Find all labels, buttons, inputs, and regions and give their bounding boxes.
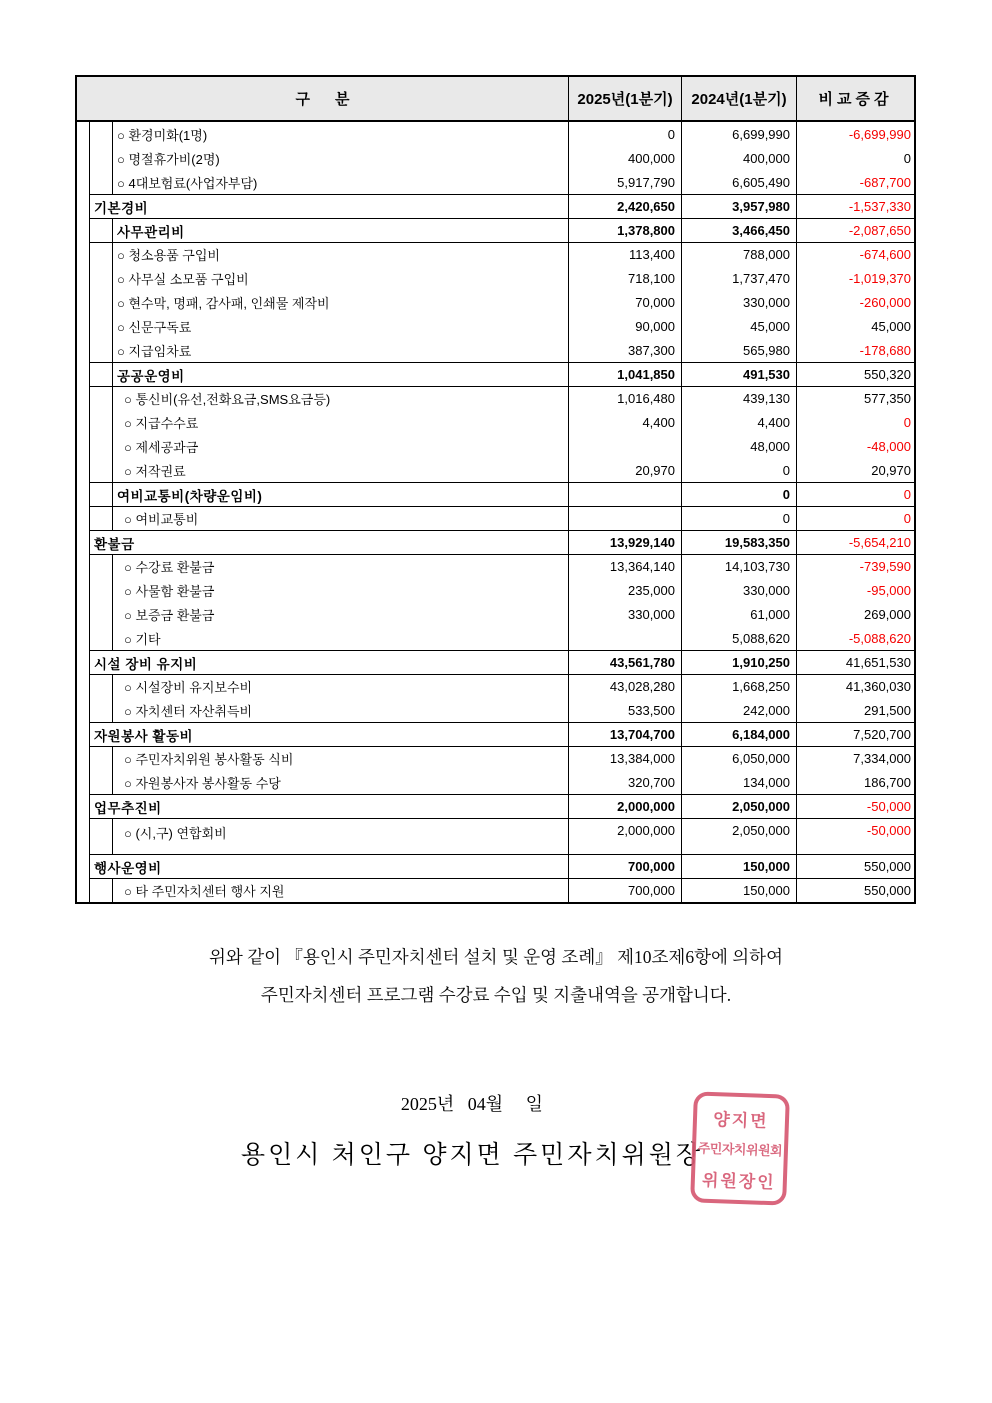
stamp-line-2: 주민자치위원회 [697, 1140, 783, 1159]
row-cells [90, 794, 914, 818]
row-indent-cell [90, 747, 113, 770]
value-2025-cell: 1,016,480 [568, 387, 681, 410]
diff-cell: -178,680 [796, 338, 914, 362]
row-left-strip [77, 578, 90, 602]
value-2024-cell: 45,000 [681, 314, 796, 338]
row-left-strip [77, 626, 90, 650]
row-left-strip [77, 506, 90, 530]
category-cell: ○ 자치센터 자산취득비 [124, 703, 253, 719]
value-2024-cell: 330,000 [681, 290, 796, 314]
table-row [77, 458, 914, 482]
diff-cell: -2,087,650 [796, 219, 914, 242]
table-row [77, 242, 914, 266]
header-category: 구 분 [295, 91, 350, 108]
row-left-strip [77, 242, 90, 266]
category-cell: ○ 지급수수료 [124, 415, 199, 431]
row-cells [90, 554, 914, 578]
value-2024-cell: 5,088,620 [681, 626, 796, 650]
category-cell: ○ 제세공과금 [124, 439, 199, 455]
category-cell: ○ 환경미화(1명) [117, 127, 208, 143]
diff-cell: -95,000 [796, 578, 914, 602]
row-left-strip [77, 722, 90, 746]
diff-cell: -48,000 [796, 434, 914, 458]
diff-cell: -739,590 [796, 555, 914, 578]
row-left-strip [77, 818, 90, 854]
category-cell: ○ 신문구독료 [117, 319, 192, 335]
expenditure-table [75, 75, 916, 904]
row-left-strip [77, 674, 90, 698]
category-cell: ○ 시설장비 유지보수비 [124, 680, 253, 695]
value-2024-cell: 2,050,000 [681, 795, 796, 818]
stamp-line-3: 위원장인 [701, 1170, 777, 1192]
row-left-strip [77, 770, 90, 794]
table-row [77, 386, 914, 410]
value-2025-cell: 2,000,000 [568, 819, 681, 854]
table-row [77, 194, 914, 218]
category-cell: 시설 장비 유지비 [94, 656, 198, 672]
row-left-strip [77, 878, 90, 902]
table-row [77, 362, 914, 386]
table-row [77, 314, 914, 338]
value-2024-cell: 6,699,990 [681, 122, 796, 146]
value-2025-cell: 1,378,800 [568, 219, 681, 242]
row-indent-cell [90, 387, 113, 410]
table-body [77, 122, 914, 902]
value-2025-cell: 0 [568, 122, 681, 146]
diff-cell: 550,000 [796, 855, 914, 878]
closing-statement [0, 938, 992, 1014]
category-cell: 사무관리비 [117, 224, 185, 240]
diff-cell: 0 [796, 146, 914, 170]
value-2025-cell: 20,970 [568, 458, 681, 482]
diff-cell: 186,700 [796, 770, 914, 794]
value-2025-cell: 718,100 [568, 266, 681, 290]
table-row [77, 722, 914, 746]
category-cell: ○ 여비교통비 [124, 512, 199, 527]
category-cell: 환불금 [94, 536, 135, 552]
stamp-line-1: 양지면 [713, 1109, 769, 1131]
value-2025-cell: 13,704,700 [568, 723, 681, 746]
row-indent-cell [90, 338, 113, 362]
row-indent-cell [90, 602, 113, 626]
value-2025-cell: 400,000 [568, 146, 681, 170]
category-cell: ○ 통신비(유선,전화요금,SMS요금등) [124, 392, 331, 407]
value-2024-cell: 491,530 [681, 363, 796, 386]
value-2024-cell: 19,583,350 [681, 531, 796, 554]
row-left-strip [77, 434, 90, 458]
category-cell: ○ 수강료 환불금 [124, 560, 215, 575]
category-cell: ○ 보증금 환불금 [124, 607, 215, 623]
diff-cell: 291,500 [796, 698, 914, 722]
diff-cell: 550,000 [796, 879, 914, 902]
row-left-strip [77, 290, 90, 314]
category-cell: 업무추진비 [94, 800, 162, 816]
row-cells [90, 770, 914, 794]
diff-cell: -50,000 [796, 819, 914, 854]
table-row [77, 578, 914, 602]
table-row [77, 878, 914, 902]
category-cell: ○ 사무실 소모품 구입비 [117, 271, 249, 287]
diff-cell: 0 [796, 483, 914, 506]
value-2024-cell: 439,130 [681, 387, 796, 410]
category-cell: ○ 청소용품 구입비 [117, 248, 220, 263]
row-indent-cell [90, 483, 113, 506]
table-row [77, 674, 914, 698]
row-indent-cell [90, 219, 113, 242]
row-indent-cell [90, 290, 113, 314]
row-cells [90, 194, 914, 218]
row-cells [90, 362, 914, 386]
category-cell: ○ 자원봉사자 봉사활동 수당 [124, 775, 281, 791]
table-row [77, 794, 914, 818]
row-indent-cell [90, 170, 113, 194]
value-2024-cell: 1,668,250 [681, 675, 796, 698]
row-left-strip [77, 650, 90, 674]
value-2024-cell: 134,000 [681, 770, 796, 794]
value-2025-cell: 2,420,650 [568, 195, 681, 218]
diff-cell: -1,019,370 [796, 266, 914, 290]
row-cells [90, 818, 914, 854]
diff-cell: 20,970 [796, 458, 914, 482]
category-cell: ○ 타 주민자치센터 행사 지원 [124, 884, 285, 899]
diff-cell: -5,088,620 [796, 626, 914, 650]
row-left-strip [77, 362, 90, 386]
date-line: 2025년 04월 일 [400, 1094, 544, 1114]
category-cell: 자원봉사 활동비 [94, 728, 194, 744]
row-cells [90, 698, 914, 722]
diff-cell: 0 [796, 507, 914, 530]
diff-cell: 41,651,530 [796, 651, 914, 674]
header-2024-q1: 2024년(1분기) [681, 77, 796, 120]
row-left-strip [77, 146, 90, 170]
category-cell: ○ 저작권료 [124, 463, 186, 479]
row-cells [90, 626, 914, 650]
category-cell: ○ 명절휴가비(2명) [117, 151, 220, 167]
header-2025-q1: 2025년(1분기) [568, 77, 681, 120]
row-left-strip [77, 458, 90, 482]
value-2024-cell: 150,000 [681, 879, 796, 902]
diff-cell: -687,700 [796, 170, 914, 194]
table-row [77, 770, 914, 794]
value-2024-cell: 0 [681, 483, 796, 506]
row-indent-cell [90, 266, 113, 290]
diff-cell: 7,520,700 [796, 723, 914, 746]
row-cells [90, 242, 914, 266]
row-left-strip [77, 410, 90, 434]
table-row [77, 602, 914, 626]
row-cells [90, 458, 914, 482]
closing-line-1: 위와 같이 『용인시 주민자치센터 설치 및 운영 조례』 제10조제6항에 의하여 [209, 947, 783, 967]
row-left-strip [77, 530, 90, 554]
value-2024-cell: 6,184,000 [681, 723, 796, 746]
value-2025-cell: 90,000 [568, 314, 681, 338]
row-indent-cell [90, 363, 113, 386]
diff-cell: -5,654,210 [796, 531, 914, 554]
category-cell: ○ 4대보험료(사업자부담) [117, 175, 258, 191]
row-cells [90, 386, 914, 410]
row-left-strip [77, 266, 90, 290]
table-header-row [77, 77, 914, 122]
header-diff: 비교증감 [796, 77, 914, 120]
value-2024-cell: 0 [681, 458, 796, 482]
diff-cell: 7,334,000 [796, 747, 914, 770]
closing-line-2: 주민자치센터 프로그램 수강료 수입 및 지출내역을 공개합니다. [260, 985, 732, 1005]
value-2025-cell [568, 507, 681, 530]
category-cell: 공공운영비 [117, 368, 185, 384]
row-cells [90, 218, 914, 242]
value-2024-cell: 6,050,000 [681, 747, 796, 770]
diff-cell: 550,320 [796, 363, 914, 386]
value-2025-cell: 43,561,780 [568, 651, 681, 674]
row-left-strip [77, 338, 90, 362]
issuer-signature: 용인시 처인구 양지면 주민자치위원장 [240, 1142, 704, 1169]
row-cells [90, 266, 914, 290]
row-indent-cell [90, 314, 113, 338]
diff-cell: -50,000 [796, 795, 914, 818]
row-cells [90, 746, 914, 770]
table-row [77, 650, 914, 674]
row-cells [90, 530, 914, 554]
row-left-strip [77, 554, 90, 578]
value-2025-cell: 1,041,850 [568, 363, 681, 386]
table-row [77, 530, 914, 554]
row-indent-cell [90, 458, 113, 482]
value-2024-cell: 4,400 [681, 410, 796, 434]
row-cells [90, 338, 914, 362]
value-2024-cell: 61,000 [681, 602, 796, 626]
row-indent-cell [90, 626, 113, 650]
table-row [77, 122, 914, 146]
row-indent-cell [90, 879, 113, 902]
value-2024-cell: 150,000 [681, 855, 796, 878]
row-indent-cell [90, 122, 113, 146]
row-cells [90, 314, 914, 338]
row-cells [90, 122, 914, 146]
table-row [77, 626, 914, 650]
diff-cell: 577,350 [796, 387, 914, 410]
table-row [77, 854, 914, 878]
category-cell: ○ 사물함 환불금 [124, 583, 215, 599]
row-indent-cell [90, 555, 113, 578]
value-2024-cell: 1,737,470 [681, 266, 796, 290]
row-cells [90, 650, 914, 674]
row-cells [90, 146, 914, 170]
row-cells [90, 854, 914, 878]
table-row [77, 338, 914, 362]
row-cells [90, 290, 914, 314]
row-left-strip [77, 854, 90, 878]
row-left-strip [77, 746, 90, 770]
value-2024-cell: 565,980 [681, 338, 796, 362]
value-2025-cell: 113,400 [568, 243, 681, 266]
row-indent-cell [90, 819, 113, 854]
category-cell: ○ (시,구) 연합회비 [124, 826, 227, 841]
table-row [77, 554, 914, 578]
table-row [77, 746, 914, 770]
diff-cell: 0 [796, 410, 914, 434]
row-cells [90, 434, 914, 458]
row-left-strip [77, 122, 90, 146]
row-left-strip [77, 698, 90, 722]
row-indent-cell [90, 410, 113, 434]
value-2025-cell: 235,000 [568, 578, 681, 602]
value-2025-cell [568, 434, 681, 458]
value-2025-cell: 13,364,140 [568, 555, 681, 578]
table-row [77, 818, 914, 854]
row-left-strip [77, 314, 90, 338]
row-left-strip [77, 218, 90, 242]
value-2024-cell: 48,000 [681, 434, 796, 458]
value-2024-cell: 14,103,730 [681, 555, 796, 578]
value-2024-cell: 3,957,980 [681, 195, 796, 218]
value-2024-cell: 2,050,000 [681, 819, 796, 854]
value-2024-cell: 788,000 [681, 243, 796, 266]
row-indent-cell [90, 698, 113, 722]
value-2025-cell: 70,000 [568, 290, 681, 314]
row-left-strip [77, 482, 90, 506]
table-row [77, 410, 914, 434]
row-indent-cell [90, 243, 113, 266]
table-row [77, 170, 914, 194]
table-row [77, 434, 914, 458]
row-cells [90, 878, 914, 902]
category-cell: ○ 기타 [124, 631, 161, 647]
row-indent-cell [90, 770, 113, 794]
row-indent-cell [90, 434, 113, 458]
value-2024-cell: 1,910,250 [681, 651, 796, 674]
value-2025-cell [568, 483, 681, 506]
value-2025-cell: 700,000 [568, 879, 681, 902]
value-2025-cell: 4,400 [568, 410, 681, 434]
row-cells [90, 722, 914, 746]
row-cells [90, 578, 914, 602]
table-row [77, 506, 914, 530]
diff-cell: -6,699,990 [796, 122, 914, 146]
row-cells [90, 602, 914, 626]
category-cell: ○ 지급임차료 [117, 343, 192, 359]
value-2025-cell: 330,000 [568, 602, 681, 626]
diff-cell: -1,537,330 [796, 195, 914, 218]
row-cells [90, 506, 914, 530]
table-row [77, 482, 914, 506]
row-cells [90, 170, 914, 194]
value-2025-cell: 700,000 [568, 855, 681, 878]
value-2025-cell: 320,700 [568, 770, 681, 794]
diff-cell: 41,360,030 [796, 675, 914, 698]
value-2025-cell [568, 626, 681, 650]
row-cells [90, 482, 914, 506]
row-cells [90, 674, 914, 698]
value-2024-cell: 330,000 [681, 578, 796, 602]
row-left-strip [77, 170, 90, 194]
row-left-strip [77, 194, 90, 218]
row-indent-cell [90, 675, 113, 698]
value-2025-cell: 387,300 [568, 338, 681, 362]
value-2025-cell: 5,917,790 [568, 170, 681, 194]
row-indent-cell [90, 507, 113, 530]
value-2024-cell: 400,000 [681, 146, 796, 170]
diff-cell: -674,600 [796, 243, 914, 266]
value-2025-cell: 2,000,000 [568, 795, 681, 818]
category-cell: ○ 주민자치위원 봉사활동 식비 [124, 752, 294, 767]
table-row [77, 146, 914, 170]
value-2025-cell: 13,929,140 [568, 531, 681, 554]
category-cell: 행사운영비 [94, 860, 162, 876]
row-left-strip [77, 386, 90, 410]
row-left-strip [77, 602, 90, 626]
table-row [77, 218, 914, 242]
row-left-strip [77, 794, 90, 818]
value-2024-cell: 0 [681, 507, 796, 530]
category-cell: 여비교통비(차량운임비) [117, 488, 263, 504]
row-indent-cell [90, 146, 113, 170]
value-2025-cell: 13,384,000 [568, 747, 681, 770]
diff-cell: 45,000 [796, 314, 914, 338]
diff-cell: 269,000 [796, 602, 914, 626]
value-2024-cell: 6,605,490 [681, 170, 796, 194]
row-indent-cell [90, 578, 113, 602]
row-cells [90, 410, 914, 434]
value-2025-cell: 43,028,280 [568, 675, 681, 698]
value-2024-cell: 3,466,450 [681, 219, 796, 242]
value-2025-cell: 533,500 [568, 698, 681, 722]
table-row [77, 290, 914, 314]
value-2024-cell: 242,000 [681, 698, 796, 722]
table-row [77, 698, 914, 722]
category-cell: ○ 현수막, 명패, 감사패, 인쇄물 제작비 [117, 295, 330, 311]
table-row [77, 266, 914, 290]
category-cell: 기본경비 [94, 200, 149, 216]
diff-cell: -260,000 [796, 290, 914, 314]
